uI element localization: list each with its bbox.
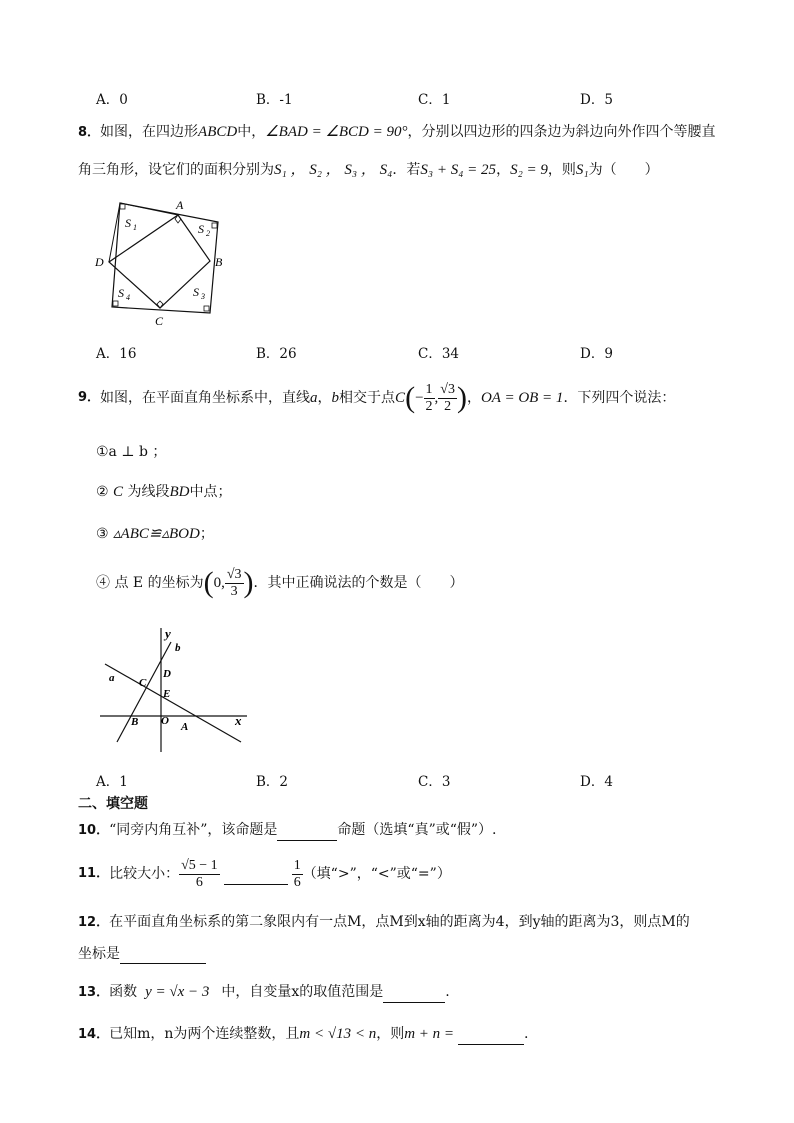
label-b: B [215,255,223,269]
q9-text: ．下列四个说法： [563,390,676,406]
right-angle-mark [204,306,209,311]
q14-text: 已知m，n为两个连续整数，且 [109,1026,300,1042]
statement-text: ④ 点 E 的坐标为 [96,575,204,591]
q7-option-a: A．0 [96,92,128,108]
q8-text: ，分别以四边形的四条边为斜边向外作四个等腰直 [407,124,716,140]
answer-blank[interactable] [120,947,206,964]
q8-option-d: D．9 [580,346,613,362]
q9-math: b [331,390,340,406]
q14-text: . [524,1026,529,1042]
q9-text: ， [466,390,481,406]
statement-text: ③ [96,526,114,542]
label-s4-sub: 4 [126,293,130,302]
q8-option-b: B．26 [256,346,297,362]
q9-option-b: B．2 [256,774,289,790]
q8-math: S₂ = 9 [510,162,548,178]
section-heading: 二、填空题 [78,796,148,812]
statement-text: ； [199,526,214,542]
statement-text: ② [96,484,114,500]
label-b-point: B [131,716,139,728]
q8-math: ABCD [198,124,238,140]
statement-text: 为线段 [123,484,170,500]
label-c: C [155,314,164,328]
q14-text: ，则 [376,1026,405,1042]
label-c: C [139,677,147,689]
q11 [78,854,754,894]
statement-text: ①a ⊥ b ； [96,444,167,460]
right-angle-mark [212,223,217,228]
answer-blank[interactable] [383,986,445,1003]
answer-blank[interactable] [224,864,288,885]
q14-math: m + n = [404,1026,455,1042]
question-number: 11． [78,866,110,881]
q8-math: S₁ [575,162,589,178]
q13-text: 函数 [109,984,138,1000]
label-s1: S [125,216,131,230]
label-d: D [163,668,171,680]
q13-math: y = √x − 3 [145,984,210,1000]
q14-math: m < √13 < n [299,1026,377,1042]
fraction: $\frac{√3}{2}$ [440,381,455,414]
q8-text: 角三角形，设它们的面积分别为 [78,162,274,178]
q7-option-d: D．5 [580,92,613,108]
q8-option-a: A．16 [96,346,137,362]
q8-text: 如图，在四边形 [100,124,199,140]
line-a [105,664,241,742]
right-angle-mark [113,301,118,306]
question-number: 8． [78,125,101,140]
question-number: 10． [78,823,110,838]
q8-text: ， [496,162,511,178]
q9-text: 相交于点 [339,390,396,406]
statement-math: BD [169,484,190,500]
fraction: $\frac{1}{6}$ [293,857,301,890]
label-o: O [161,715,169,727]
q13-text: 中，自变量x的取值范围是 [221,984,384,1000]
question-number: 12． [78,915,110,930]
label-s2: S [198,222,204,236]
statement-math: ▵ABC≌▵BOD [113,526,200,542]
q13-text: . [445,984,450,1000]
q8-math: S₃ + S₄ = 25 [420,162,497,178]
q10 [78,820,754,841]
q12-text: 坐标是 [78,946,120,962]
q8-line2 [78,160,754,180]
q9-option-d: D．4 [580,774,613,790]
q8-math: ∠BAD = ∠BCD = 90° [265,124,408,140]
label-e: E [163,688,171,700]
right-angle-mark [157,301,163,308]
q12-text: 在平面直角坐标系的第二象限内有一点M，点M到x轴的距离为4，到y轴的距离为3，则点M的 [109,914,690,930]
q9-option-c: C．3 [418,774,451,790]
q9-math: C [395,390,406,406]
q8-text: 中， [237,124,266,140]
label-y: y [165,626,171,641]
q9-line1: 9． 如图，在平面直角坐标系中，直线 a ， b 相交于点 C ( − $\frac{1}{2}$ , $\frac{√3}{2}$ ) ， OA = OB = 1 ．下列四个说法： [78,381,676,414]
statement-math: C [113,484,124,500]
q9-text: 如图，在平面直角坐标系中，直线 [100,390,311,406]
q8-option-c: C．34 [418,346,460,362]
statement-math: 0, [213,575,225,591]
q9-text: ， [317,390,332,406]
label-s2-sub: 2 [206,229,210,238]
q11-text: 比较大小： [109,866,180,882]
fraction: $\frac{√5 - 1}{6}$ [181,857,218,890]
q8-text: 为（ ） [588,162,659,178]
label-s1-sub: 1 [133,223,137,232]
q9-figure [95,622,255,757]
q14 [78,1024,754,1045]
label-s4: S [118,286,124,300]
fraction: $\frac{√3}{3}$ [226,566,242,599]
answer-blank[interactable] [458,1028,524,1045]
q9-statement-2 [96,482,754,502]
q7-option-c: C．1 [418,92,451,108]
q8-text: ．若 [392,162,421,178]
q9-statement-1 [96,442,754,462]
q9-option-a: A．1 [96,774,128,790]
q8-text: ，则 [547,162,576,178]
q10-text: 命题（选填“真”或“假”）. [337,822,497,838]
label-a-point: A [181,721,189,733]
answer-blank[interactable] [277,824,337,841]
statement-text: ．其中正确说法的个数是（ ） [253,575,464,591]
q13 [78,982,754,1003]
q9-statement-4: ④ 点 E 的坐标为 ( 0, $\frac{√3}{3}$ ) ．其中正确说法的个数是（ ） [96,566,464,599]
q8-math: S₁ ， S₂ ， S₃ ， S₄ [274,162,393,178]
q8-figure [90,195,230,330]
q7-option-b: B．-1 [256,92,293,108]
fraction: $\frac{1}{2}$ [425,381,433,414]
statement-text: 中点； [189,484,232,500]
label-s3-sub: 3 [201,292,205,301]
right-angle-mark [120,204,125,209]
label-a: a [109,672,115,684]
label-a: A [176,198,184,212]
q9-math: OA = OB = 1 [480,390,564,406]
question-number: 13． [78,985,110,1000]
q8-line1 [78,122,754,143]
q9-math: a [310,390,318,406]
label-b: b [175,642,181,654]
q12-line1 [78,912,754,933]
q12-line2 [78,944,754,964]
label-x: x [235,713,242,728]
q9-statement-3 [96,524,754,544]
q11-text: （填“>”，“<”或“=”） [302,866,451,882]
question-number: 9． [78,390,101,405]
label-d: D [95,255,104,269]
question-number: 14． [78,1027,110,1042]
q10-text: “同旁内角互补”，该命题是 [109,822,278,838]
label-s3: S [193,285,199,299]
